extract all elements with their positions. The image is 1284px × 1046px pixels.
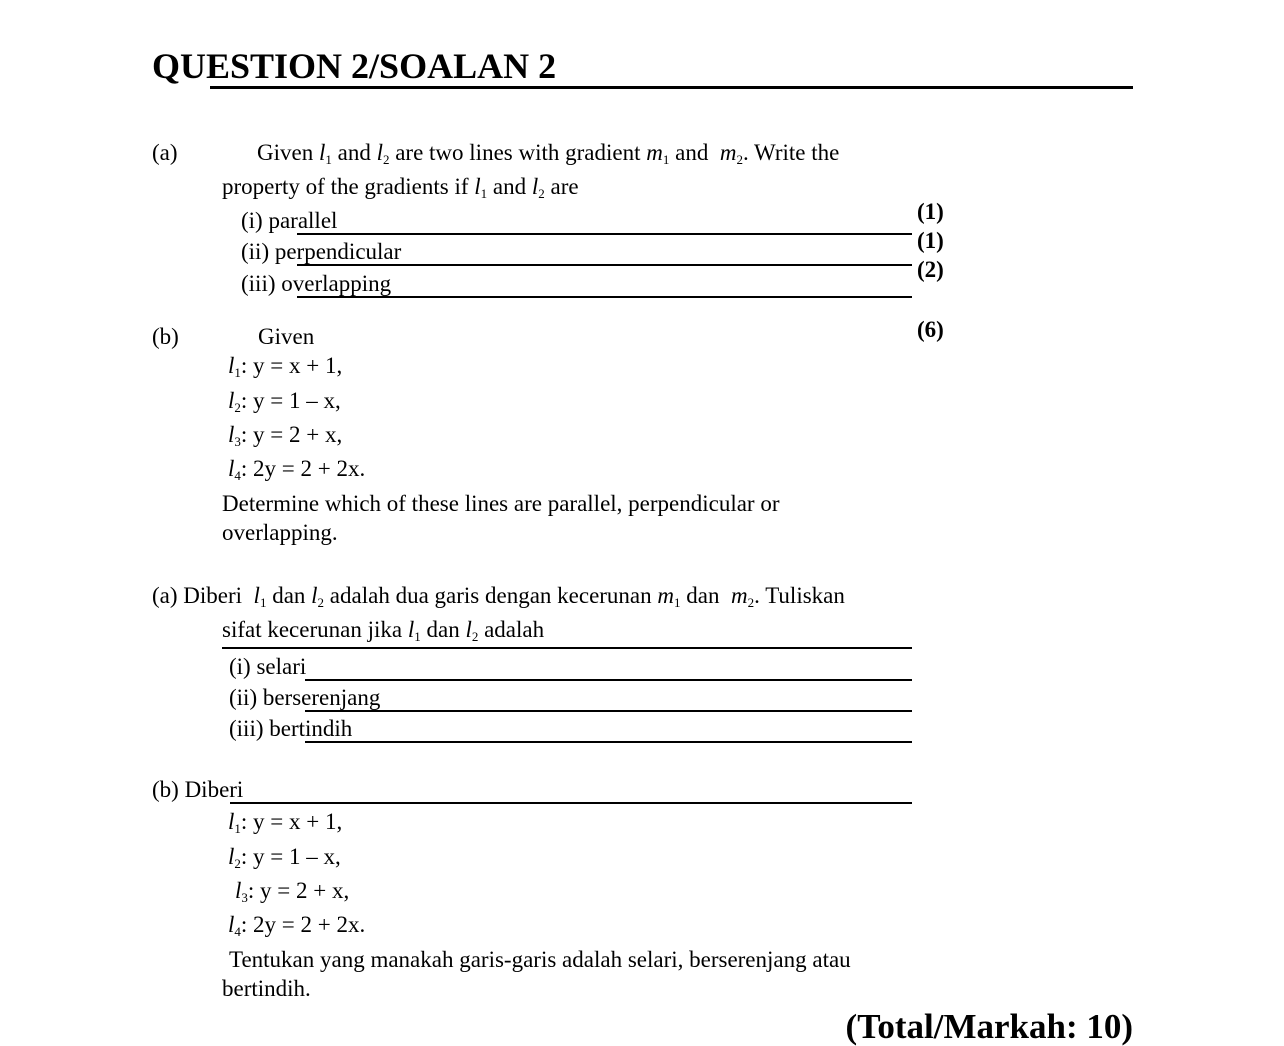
- answer-line-bertindih[interactable]: [305, 741, 912, 743]
- malay-item-selari-label: (i) selari: [229, 654, 307, 679]
- malay-equation-l2: $l_2$: y = 1 – x,: [228, 844, 341, 871]
- part-a-line1: Given $l_1$ and $l_2$ are two lines with gradient $m_1$ and $m_2$. Write the: [257, 140, 840, 167]
- answer-line-selari[interactable]: [305, 679, 912, 681]
- total-marks: (Total/Markah: 10): [845, 1007, 1133, 1046]
- part-b-label: (b): [152, 324, 179, 349]
- title-underline: [210, 86, 1133, 89]
- answer-line-berserenjang[interactable]: [305, 710, 912, 712]
- item-perpendicular-label: (ii) perpendicular: [241, 239, 402, 264]
- malay-answer-line-top[interactable]: [222, 647, 912, 649]
- malay-equation-l1: $l_1$: y = x + 1,: [228, 809, 343, 836]
- malay-equation-l4: $l_4$: 2y = 2 + 2x.: [228, 912, 366, 939]
- malay-part-a-line2: sifat kecerunan jika $l_1$ dan $l_2$ adalah: [222, 617, 545, 644]
- answer-line-overlapping[interactable]: [297, 296, 912, 298]
- malay-part-b-label: (b) Diberi: [152, 777, 244, 802]
- page-title: QUESTION 2/SOALAN 2: [152, 46, 557, 86]
- malay-part-b-question-line2: bertindih.: [222, 976, 311, 1001]
- marks-parallel: (1): [917, 199, 944, 224]
- equation-l2: $l_2$: y = 1 – x,: [228, 388, 341, 415]
- part-b-question-line1: Determine which of these lines are parallel, perpendicular or: [222, 491, 780, 516]
- part-a-label: (a): [152, 140, 178, 165]
- item-parallel-label: (i) parallel: [241, 208, 338, 233]
- part-b-question-line2: overlapping.: [222, 520, 338, 545]
- marks-overlapping: (2): [917, 257, 944, 282]
- answer-line-parallel[interactable]: [297, 233, 912, 235]
- malay-item-berserenjang-label: (ii) berserenjang: [229, 685, 381, 710]
- malay-part-b-question-line1: Tentukan yang manakah garis-garis adalah selari, berserenjang atau: [229, 947, 851, 972]
- malay-item-bertindih-label: (iii) bertindih: [229, 716, 353, 741]
- marks-part-b: (6): [917, 317, 944, 342]
- malay-part-b-answer-line[interactable]: [230, 802, 912, 804]
- malay-equation-l3: $l_3$: y = 2 + x,: [235, 878, 350, 905]
- marks-perpendicular: (1): [917, 228, 944, 253]
- equation-l3: $l_3$: y = 2 + x,: [228, 422, 343, 449]
- part-a-line2: property of the gradients if $l_1$ and $l_2$ are: [222, 174, 579, 201]
- equation-l1: $l_1$: y = x + 1,: [228, 353, 343, 380]
- item-overlapping-label: (iii) overlapping: [241, 271, 392, 296]
- malay-part-a-line1: (a) Diberi $l_1$ dan $l_2$ adalah dua garis dengan kecerunan $m_1$ dan $m_2$. Tuliskan: [152, 583, 845, 610]
- equation-l4: $l_4$: 2y = 2 + 2x.: [228, 456, 366, 483]
- answer-line-perpendicular[interactable]: [297, 264, 912, 266]
- part-b-given: Given: [258, 324, 315, 349]
